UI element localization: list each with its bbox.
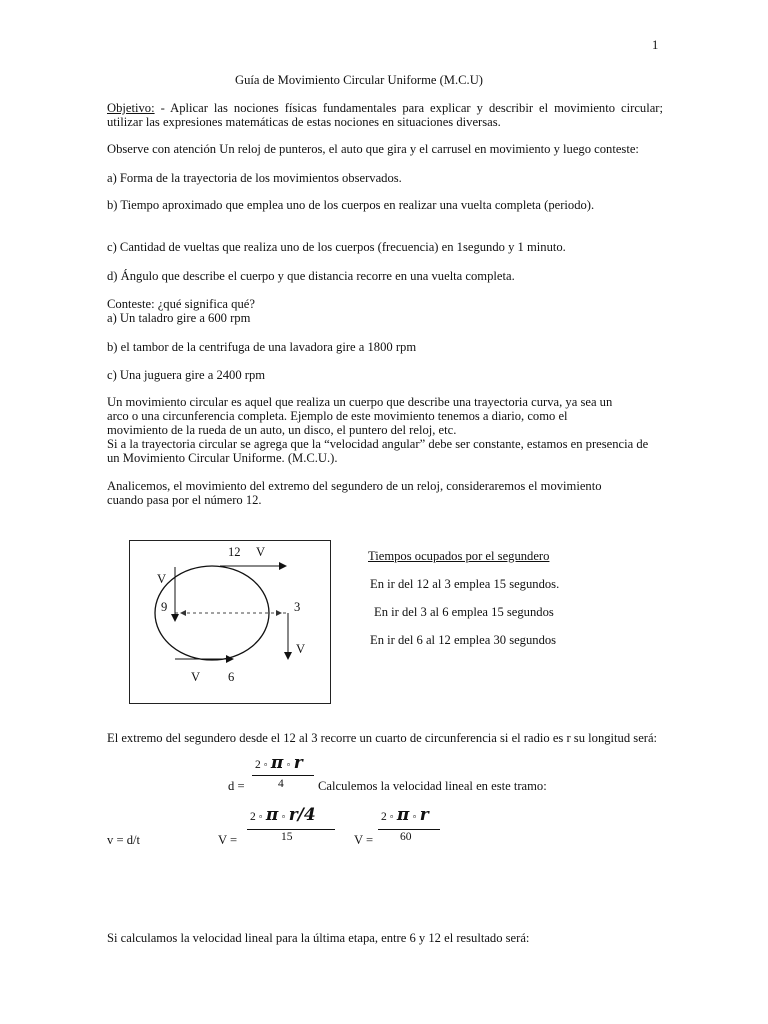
v-definition: v = d/t <box>107 833 140 847</box>
velocity-prompt: Calculemos la velocidad lineal en este tramo: <box>318 779 547 793</box>
rpm-item-b: b) el tambor de la centrifuga de una lavadora gire a 1800 rpm <box>107 340 417 354</box>
d-numerator <box>255 753 303 773</box>
times-row-1: En ir del 12 al 3 emplea 15 segundos. <box>370 577 560 591</box>
arc-paragraph: El extremo del segundero desde el 12 al 3 recorre un cuarto de circunferencia si el radio es r su longitud será: <box>107 731 658 745</box>
v1-num-prefix: 2 ◦ <box>250 811 263 823</box>
label-12: 12 <box>228 545 241 559</box>
objective-text: - Aplicar las nociones físicas fundamentales para explicar y describir el movimiento circular; utilizar las expresiones matemáticas de estas nociones en situaciones diversas. <box>107 101 663 129</box>
v2-pi-symbol: π <box>396 805 410 825</box>
d-denominator: 4 <box>278 778 284 790</box>
objective-label: Objetivo: <box>107 101 155 115</box>
d-label: d = <box>228 779 245 793</box>
v1-pi-symbol: π <box>265 805 279 825</box>
times-row-2: En ir del 3 al 6 emplea 15 segundos <box>374 605 554 619</box>
page-title: Guía de Movimiento Circular Uniforme (M.C.U) <box>235 73 483 87</box>
v2-denominator: 60 <box>400 831 412 843</box>
pi-symbol: π <box>270 753 284 773</box>
label-v-top: V <box>256 545 266 559</box>
answer-prompt: Conteste: ¿qué significa qué? <box>107 297 255 311</box>
rpm-item-c: c) Una juguera gire a 2400 rpm <box>107 368 266 382</box>
objective-paragraph <box>107 101 663 129</box>
v2-numerator <box>381 805 429 825</box>
label-v-bottom: V <box>191 670 201 684</box>
v2-circ-symbol: ◦ <box>412 811 417 823</box>
times-heading: Tiempos ocupados por el segundero <box>368 549 550 563</box>
circ-symbol: ◦ <box>286 759 291 771</box>
v2-r-symbol: r <box>419 805 429 825</box>
v2-num-prefix: 2 ◦ <box>381 811 394 823</box>
question-c: c) Cantidad de vueltas que realiza uno de los cuerpos (frecuencia) en 1segundo y 1 minuto. <box>107 240 566 254</box>
v1-label: V = <box>218 833 238 847</box>
r-symbol: r <box>293 753 303 773</box>
label-9: 9 <box>161 600 168 614</box>
clock-diagram-svg <box>130 541 332 705</box>
question-b: b) Tiempo aproximado que emplea uno de los cuerpos en realizar una vuelta completa (periodo). <box>107 198 595 212</box>
label-v-left: V <box>157 572 167 586</box>
times-row-3: En ir del 6 al 12 emplea 30 segundos <box>370 633 557 647</box>
definition-mcu-paragraph: Si a la trayectoria circular se agrega que la “velocidad angular” debe ser constante, estamos en presencia de un Movimiento Circular Uniforme. (M.C.U.). <box>107 437 649 465</box>
label-3: 3 <box>294 600 301 614</box>
label-6: 6 <box>228 670 235 684</box>
v1-numerator <box>250 805 316 825</box>
diameter-arrow-left <box>180 610 186 616</box>
analysis-paragraph: Analicemos, el movimiento del extremo del segundero de un reloj, consideraremos el movimiento cuando pasa por el número 12. <box>107 479 602 507</box>
page-number: 1 <box>652 38 659 52</box>
intro-paragraph: Observe con atención Un reloj de punteros, el auto que gira y el carrusel en movimiento y luego conteste: <box>107 142 639 156</box>
question-a: a) Forma de la trayectoria de los movimientos observados. <box>107 171 402 185</box>
diameter-arrow-right <box>276 610 282 616</box>
v2-label: V = <box>354 833 374 847</box>
last-stage-paragraph: Si calculamos la velocidad lineal para la última etapa, entre 6 y 12 el resultado será: <box>107 931 530 945</box>
definition-paragraph: Un movimiento circular es aquel que realiza un cuerpo que describe una trayectoria curva, ya sea un arco o una circunferencia completa. Ejemplo de este movimiento tenemos a diario, como el movimiento de la rueda de un auto, un disco, el puntero del reloj, etc. <box>107 395 613 437</box>
v1-circ-symbol: ◦ <box>281 811 286 823</box>
clock-diagram <box>129 540 331 704</box>
question-d: d) Ángulo que describe el cuerpo y que distancia recorre en una vuelta completa. <box>107 269 515 283</box>
label-v-right: V <box>296 642 306 656</box>
v1-r-over-4: r/4 <box>288 805 316 825</box>
d-num-prefix: 2 ◦ <box>255 759 268 771</box>
rpm-item-a: a) Un taladro gire a 600 rpm <box>107 311 251 325</box>
d-fraction-line <box>252 775 314 776</box>
v1-denominator: 15 <box>281 831 293 843</box>
